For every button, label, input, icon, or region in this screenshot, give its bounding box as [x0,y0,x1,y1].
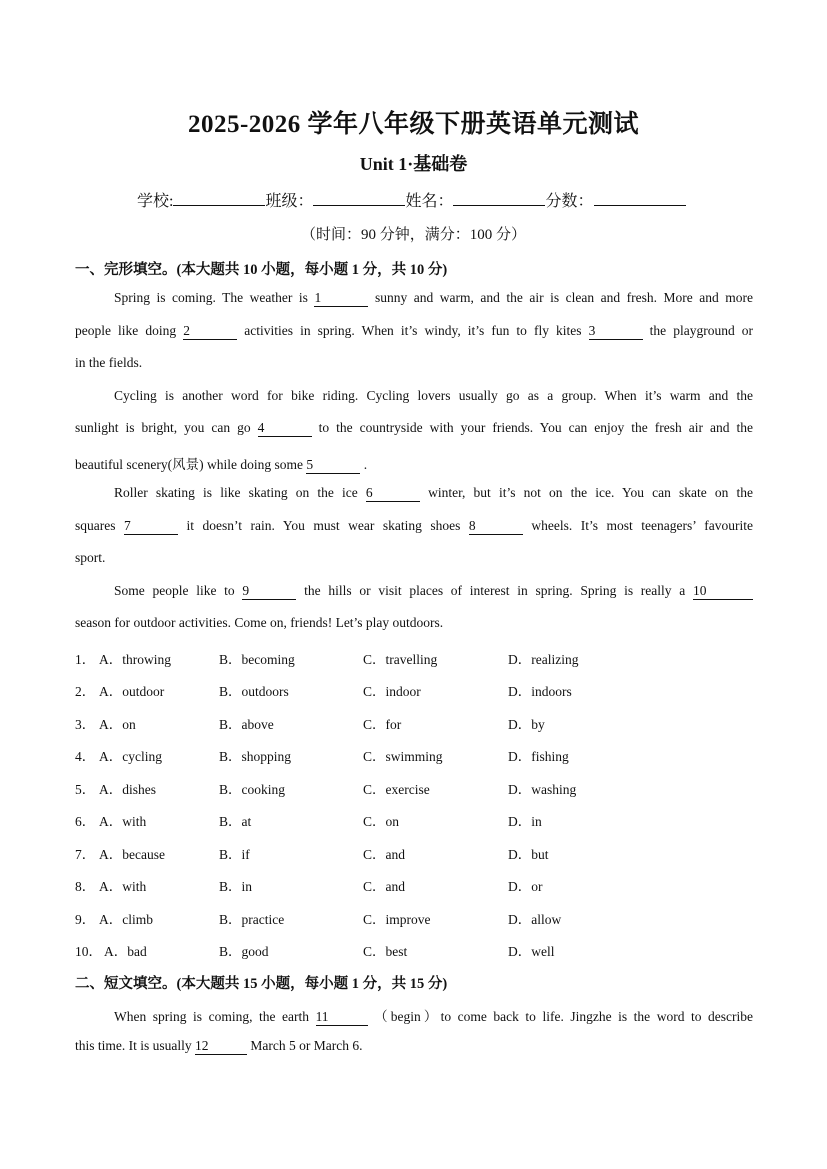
option-b[interactable]: B．outdoors [219,684,289,699]
option-c[interactable]: C．travelling [363,652,438,667]
option-d[interactable]: D．realizing [508,652,579,667]
school-blank[interactable] [173,191,265,206]
name-label: 姓名： [405,193,454,210]
score-label: 分数： [545,193,594,210]
option-d[interactable]: D．allow [508,912,562,927]
section1-heading: 一、完形填空。(本大题共 10 小题，每小题 1 分，共 10 分) [75,262,448,278]
option-d[interactable]: D．by [508,717,545,732]
option-d[interactable]: D．washing [508,782,577,797]
option-c[interactable]: C．best [363,944,408,959]
passage-line: beautiful scenery(风景) while doing some 5 . [75,457,368,472]
option-d[interactable]: D．but [508,847,549,862]
option-a[interactable]: A．with [99,814,147,829]
exam-subtitle: Unit 1·基础卷 [359,154,468,174]
blank-11[interactable]: 11 [316,1010,368,1026]
option-a[interactable]: A．with [99,879,147,894]
option-c[interactable]: C．exercise [363,782,430,797]
option-a[interactable]: A．on [99,717,136,732]
passage-line: this time. It is usually 12 March 5 or March 6. [75,1038,363,1053]
option-b[interactable]: B．good [219,944,269,959]
option-a[interactable]: A．because [99,847,165,862]
blank-8[interactable]: 8 [469,519,523,535]
option-a[interactable]: A．cycling [99,749,162,764]
school-label: 学校: [137,193,174,210]
exam-title: 2025-2026 学年八年级下册英语单元测试 [187,111,640,138]
question-number: 2． [75,684,96,699]
option-a[interactable]: A．bad [104,944,147,959]
section2-heading: 二、短文填空。(本大题共 15 小题，每小题 1 分，共 15 分) [75,976,448,992]
blank-7[interactable]: 7 [124,519,178,535]
question-number: 7． [75,847,96,862]
question-number: 9． [75,912,96,927]
option-b[interactable]: B．above [219,717,274,732]
question-number: 5． [75,782,96,797]
blank-12[interactable]: 12 [195,1039,247,1055]
score-blank[interactable] [594,191,686,206]
option-d[interactable]: D．fishing [508,749,569,764]
class-label: 班级： [265,193,314,210]
class-blank[interactable] [313,191,405,206]
blank-4[interactable]: 4 [258,421,312,437]
option-b[interactable]: B．cooking [219,782,285,797]
option-b[interactable]: B．becoming [219,652,295,667]
blank-10[interactable]: 10 [693,584,753,600]
passage-line: Spring is coming. The weather is 1 sunny and warm, and the air is clean and fresh. More and more [114,290,753,305]
blank-3[interactable]: 3 [589,324,643,340]
option-d[interactable]: D．indoors [508,684,572,699]
passage-line: season for outdoor activities. Come on, friends! Let’s play outdoors. [75,615,444,630]
option-c[interactable]: C．on [363,814,400,829]
question-number: 4． [75,749,96,764]
option-b[interactable]: B．if [219,847,250,862]
passage-line: Roller skating is like skating on the ice 6 winter, but it’s not on the ice. You can skate on the [114,485,754,500]
passage-line: sport. [75,550,106,565]
option-b[interactable]: B．in [219,879,253,894]
option-d[interactable]: D．or [508,879,543,894]
blank-6[interactable]: 6 [366,486,420,502]
option-a[interactable]: A．dishes [99,782,156,797]
passage-line: in the fields. [75,355,143,370]
passage-line: sunlight is bright, you can go 4 to the countryside with your friends. You can enjoy the fresh air and the [75,420,753,435]
blank-5[interactable]: 5 [306,458,360,474]
option-d[interactable]: D．well [508,944,555,959]
question-number: 1． [75,652,96,667]
option-d[interactable]: D．in [508,814,542,829]
option-a[interactable]: A．climb [99,912,153,927]
passage-line: Cycling is another word for bike riding. Cycling lovers usually go as a group. When it’s warm and the [114,388,753,403]
option-a[interactable]: A．throwing [99,652,171,667]
blank-9[interactable]: 9 [242,584,296,600]
passage-line: squares 7 it doesn’t rain. You must wear skating shoes 8 wheels. It’s most teenagers’ favourite [75,518,753,533]
question-number: 8． [75,879,96,894]
passage-line: Some people like to 9 the hills or visit places of interest in spring. Spring is really a 10 [114,583,753,600]
option-b[interactable]: B．practice [219,912,285,927]
option-c[interactable]: C．improve [363,912,431,927]
option-c[interactable]: C．and [363,847,405,862]
option-c[interactable]: C．for [363,717,402,732]
time-note: （时间：90 分钟，满分：100 分） [300,227,526,243]
passage-line: people like doing 2 activities in spring. When it’s windy, it’s fun to fly kites 3 the playground or [75,323,754,338]
option-c[interactable]: C．indoor [363,684,421,699]
option-b[interactable]: B．at [219,814,252,829]
name-blank[interactable] [453,191,545,206]
option-b[interactable]: B．shopping [219,749,292,764]
student-info-row [137,188,686,211]
passage-line: When spring is coming, the earth 11 （begin）to come back to life. Jingzhe is the word to describe [114,1009,753,1024]
option-a[interactable]: A．outdoor [99,684,165,699]
question-number: 6． [75,814,96,829]
blank-1[interactable]: 1 [314,291,368,307]
option-c[interactable]: C．swimming [363,749,443,764]
blank-2[interactable]: 2 [183,324,237,340]
question-number: 3． [75,717,96,732]
question-number: 10． [75,944,102,959]
option-c[interactable]: C．and [363,879,405,894]
